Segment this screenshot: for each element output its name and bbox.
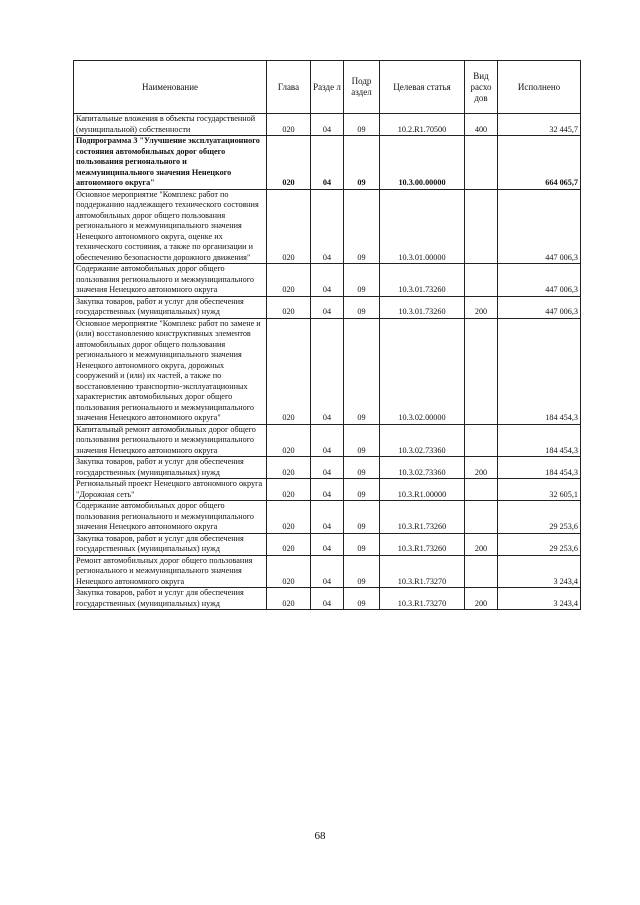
table-row	[74, 189, 581, 264]
cell-name: Подпрограмма 3 "Улучшение эксплуатационного состояния автомобильных дорог общего пользования регионального и межмуниципального значения Ненецкого автономного округа"	[74, 136, 267, 190]
cell-section: 04	[311, 189, 344, 264]
cell-subsection: 09	[344, 296, 380, 318]
cell-executed: 3 243,4	[498, 588, 581, 610]
cell-section: 04	[311, 318, 344, 424]
table-row	[74, 533, 581, 555]
table-body	[74, 114, 581, 610]
cell-subsection: 09	[344, 479, 380, 501]
cell-executed: 664 065,7	[498, 136, 581, 190]
cell-expense-type	[465, 136, 498, 190]
cell-target: 10.3.01.00000	[380, 189, 465, 264]
table-row	[74, 136, 581, 190]
cell-target: 10.3.01.73260	[380, 264, 465, 297]
table-row	[74, 296, 581, 318]
cell-section: 04	[311, 501, 344, 534]
cell-target: 10.3.R1.73270	[380, 588, 465, 610]
cell-chapter: 020	[267, 501, 311, 534]
cell-chapter: 020	[267, 264, 311, 297]
cell-chapter: 020	[267, 318, 311, 424]
cell-target: 10.3.R1.00000	[380, 479, 465, 501]
header-target: Целевая статья	[380, 61, 465, 114]
cell-name: Закупка товаров, работ и услуг для обеспечения государственных (муниципальных) нужд	[74, 533, 267, 555]
header-expense-type: Вид расхо дов	[465, 61, 498, 114]
cell-executed: 29 253,6	[498, 533, 581, 555]
cell-subsection: 09	[344, 533, 380, 555]
cell-name: Капитальные вложения в объекты государственной (муниципальной) собственности	[74, 114, 267, 136]
cell-chapter: 020	[267, 588, 311, 610]
cell-subsection: 09	[344, 424, 380, 457]
cell-section: 04	[311, 136, 344, 190]
cell-chapter: 020	[267, 296, 311, 318]
cell-section: 04	[311, 296, 344, 318]
cell-target: 10.3.02.00000	[380, 318, 465, 424]
cell-executed: 184 454,3	[498, 424, 581, 457]
cell-section: 04	[311, 457, 344, 479]
cell-executed: 447 006,3	[498, 296, 581, 318]
table-row	[74, 479, 581, 501]
cell-name: Ремонт автомобильных дорог общего пользования регионального и межмуниципального значения Ненецкого автономного округа	[74, 555, 267, 588]
cell-name: Капитальный ремонт автомобильных дорог общего пользования регионального и межмуниципального значения Ненецкого автономного округа	[74, 424, 267, 457]
header-name: Наименование	[74, 61, 267, 114]
cell-expense-type: 200	[465, 296, 498, 318]
cell-name: Региональный проект Ненецкого автономного округа "Дорожная сеть"	[74, 479, 267, 501]
cell-expense-type: 200	[465, 457, 498, 479]
cell-target: 10.3.01.73260	[380, 296, 465, 318]
cell-section: 04	[311, 533, 344, 555]
cell-chapter: 020	[267, 136, 311, 190]
table-row	[74, 424, 581, 457]
header-executed: Исполнено	[498, 61, 581, 114]
cell-executed: 447 006,3	[498, 264, 581, 297]
cell-section: 04	[311, 588, 344, 610]
cell-expense-type	[465, 479, 498, 501]
cell-target: 10.3.R1.73270	[380, 555, 465, 588]
cell-expense-type: 400	[465, 114, 498, 136]
cell-target: 10.3.02.73360	[380, 457, 465, 479]
cell-executed: 184 454,3	[498, 318, 581, 424]
cell-expense-type	[465, 264, 498, 297]
cell-executed: 29 253,6	[498, 501, 581, 534]
cell-section: 04	[311, 424, 344, 457]
cell-subsection: 09	[344, 264, 380, 297]
table-row	[74, 555, 581, 588]
header-section: Разде л	[311, 61, 344, 114]
cell-expense-type	[465, 424, 498, 457]
cell-target: 10.3.02.73360	[380, 424, 465, 457]
cell-subsection: 09	[344, 555, 380, 588]
table-row	[74, 114, 581, 136]
cell-executed: 3 243,4	[498, 555, 581, 588]
cell-subsection: 09	[344, 457, 380, 479]
cell-executed: 447 006,3	[498, 189, 581, 264]
cell-name: Основное мероприятие "Комплекс работ по поддержанию надлежащего технического состояния автомобильных дорог общего пользования регионального и межмуниципального значения Ненецкого автономного округа, оценке их технического состояния, а также по организации и обеспечению безопасности дорожного движения"	[74, 189, 267, 264]
cell-chapter: 020	[267, 533, 311, 555]
cell-chapter: 020	[267, 424, 311, 457]
cell-chapter: 020	[267, 479, 311, 501]
header-chapter: Глава	[267, 61, 311, 114]
cell-name: Закупка товаров, работ и услуг для обеспечения государственных (муниципальных) нужд	[74, 588, 267, 610]
cell-chapter: 020	[267, 555, 311, 588]
cell-name: Закупка товаров, работ и услуг для обеспечения государственных (муниципальных) нужд	[74, 296, 267, 318]
cell-target: 10.3.R1.73260	[380, 533, 465, 555]
cell-chapter: 020	[267, 457, 311, 479]
cell-target: 10.3.00.00000	[380, 136, 465, 190]
cell-expense-type	[465, 318, 498, 424]
table-row	[74, 264, 581, 297]
cell-chapter: 020	[267, 114, 311, 136]
cell-subsection: 09	[344, 501, 380, 534]
table-row	[74, 457, 581, 479]
table-row	[74, 318, 581, 424]
cell-subsection: 09	[344, 189, 380, 264]
page-number: 68	[314, 830, 326, 842]
cell-subsection: 09	[344, 318, 380, 424]
cell-subsection: 09	[344, 588, 380, 610]
cell-section: 04	[311, 555, 344, 588]
cell-expense-type: 200	[465, 588, 498, 610]
cell-executed: 32 445,7	[498, 114, 581, 136]
cell-expense-type	[465, 501, 498, 534]
cell-chapter: 020	[267, 189, 311, 264]
cell-name: Основное мероприятие "Комплекс работ по замене и (или) восстановлению конструктивных элементов автомобильных дорог общего пользования регионального и межмуниципального значения Ненецкого автономного округа, дорожных сооружений и (или) их частей, а также по восстановлению транспортно-эксплуатационных характеристик автомобильных дорог общего пользования регионального и межмуниципального значения Ненецкого автономного округа"	[74, 318, 267, 424]
cell-name: Содержание автомобильных дорог общего пользования регионального и межмуниципального значения Ненецкого автономного округа	[74, 264, 267, 297]
table-row	[74, 501, 581, 534]
cell-name: Содержание автомобильных дорог общего пользования регионального и межмуниципального значения Ненецкого автономного округа	[74, 501, 267, 534]
cell-expense-type	[465, 189, 498, 264]
cell-expense-type: 200	[465, 533, 498, 555]
cell-section: 04	[311, 114, 344, 136]
table-row	[74, 588, 581, 610]
cell-subsection: 09	[344, 136, 380, 190]
cell-target: 10.3.R1.73260	[380, 501, 465, 534]
budget-table	[73, 60, 581, 610]
cell-name: Закупка товаров, работ и услуг для обеспечения государственных (муниципальных) нужд	[74, 457, 267, 479]
cell-target: 10.2.R1.70500	[380, 114, 465, 136]
cell-executed: 32 605,1	[498, 479, 581, 501]
table-header-row	[74, 61, 581, 114]
cell-section: 04	[311, 479, 344, 501]
cell-expense-type	[465, 555, 498, 588]
cell-section: 04	[311, 264, 344, 297]
cell-subsection: 09	[344, 114, 380, 136]
header-subsection: Подр аздел	[344, 61, 380, 114]
cell-executed: 184 454,3	[498, 457, 581, 479]
